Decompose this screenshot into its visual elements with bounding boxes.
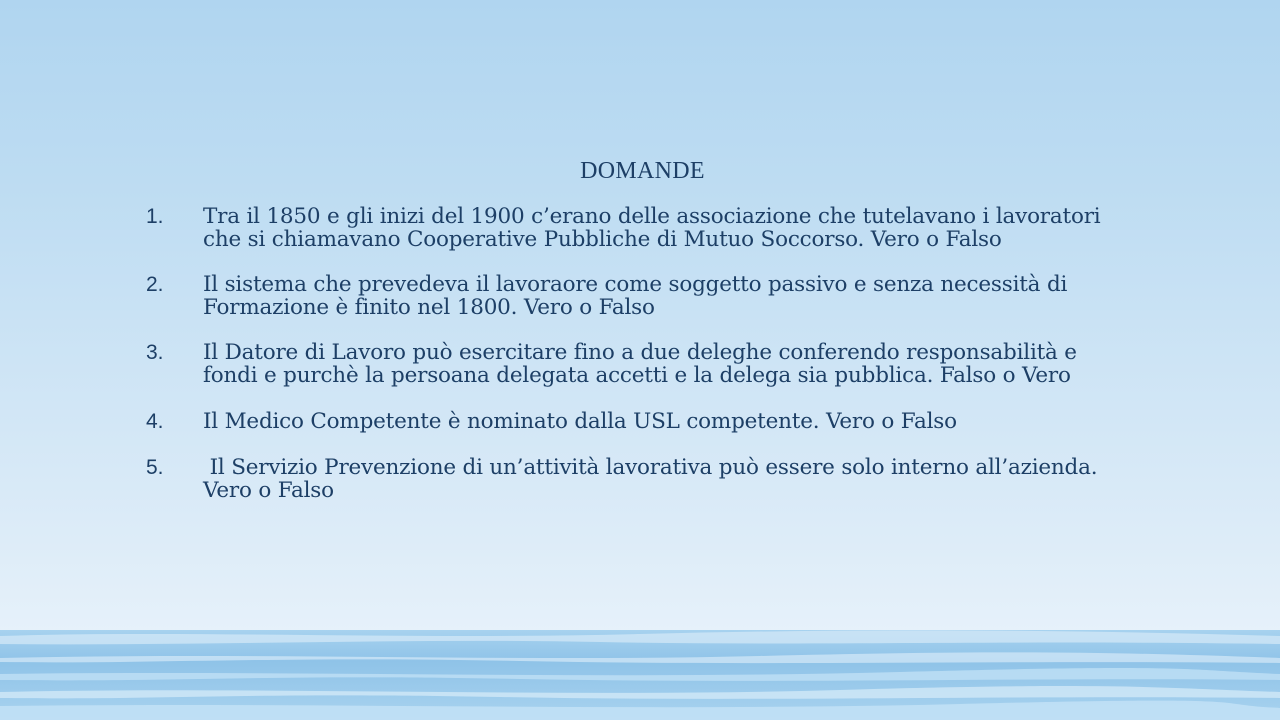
question-text: Tra il 1850 e gli inizi del 1900 c’erano delle associazione che tutelavano i lavoratori che si chiamavano Cooperative Pubbliche di Mutuo Soccorso. Vero o Falso [203, 204, 1108, 252]
page-title: DOMANDE [580, 158, 705, 184]
question-text: Il Servizio Prevenzione di un’attività lavorativa può essere solo interno all’azienda. Vero o Falso [203, 455, 1105, 503]
list-item [145, 456, 1105, 502]
question-text: Il sistema che prevedeva il lavoraore come soggetto passivo e senza necessità di Formazione è finito nel 1800. Vero o Falso [203, 272, 1074, 320]
list-item [145, 410, 1105, 433]
question-number: 5. [146, 456, 164, 479]
list-item [145, 341, 1105, 387]
question-text: Il Medico Competente è nominato dalla USL competente. Vero o Falso [203, 409, 957, 434]
question-number: 3. [146, 341, 164, 364]
question-list [145, 204, 1108, 503]
question-text: Il Datore di Lavoro può esercitare fino a due deleghe conferendo responsabilità e fondi e purchè la persoana delegata accetti e la delega sia pubblica. Falso o Vero [203, 340, 1084, 388]
question-number: 1. [146, 205, 164, 228]
question-number: 4. [146, 410, 164, 433]
list-item [145, 273, 1105, 319]
question-number: 2. [146, 273, 164, 296]
sea-background-image [0, 600, 1280, 720]
list-item [145, 204, 1108, 252]
